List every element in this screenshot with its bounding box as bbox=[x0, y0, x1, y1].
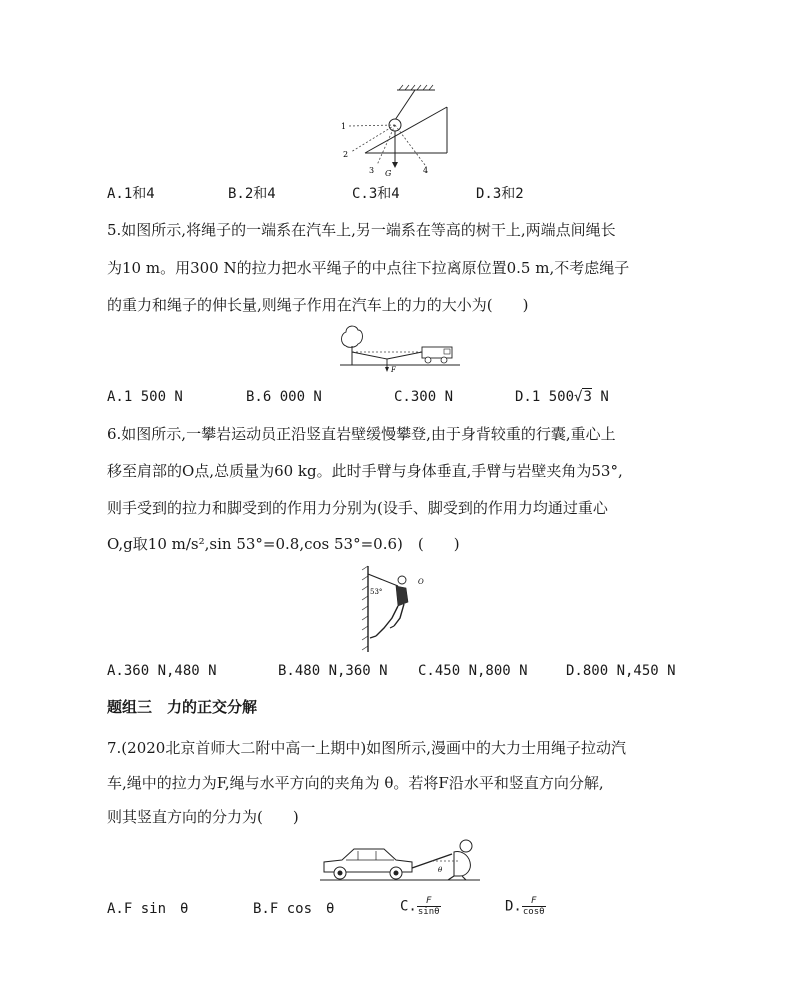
q6-text-line-1: 6.如图所示,一攀岩运动员正沿竖直岩壁缓慢攀登,由于身背较重的行囊,重心上 bbox=[107, 425, 616, 443]
q6-choice-a: A.360 N,480 N bbox=[107, 663, 217, 679]
q4-label-4: 4 bbox=[423, 166, 429, 175]
q5-text-line-3: 的重力和绳子的伸长量,则绳子作用在汽车上的力的大小为( ) bbox=[107, 296, 529, 314]
q7-choice-d bbox=[505, 896, 546, 917]
q5-text-line-1: 5.如图所示,将绳子的一端系在汽车上,另一端系在等高的树干上,两端点间绳长 bbox=[107, 221, 616, 239]
q7-text-line-2: 车,绳中的拉力为F,绳与水平方向的夹角为 θ。若将F沿水平和竖直方向分解, bbox=[107, 774, 604, 792]
q5-choice-d-prefix: D.1 500 bbox=[515, 389, 575, 405]
q4-label-3: 3 bbox=[369, 166, 375, 175]
q4-choice-d: D.3和2 bbox=[476, 186, 524, 202]
q7-choice-a: A.F sin θ bbox=[107, 901, 189, 917]
q6-label-o: O bbox=[418, 578, 424, 586]
q7-choice-c bbox=[400, 896, 441, 917]
q7-text-line-3: 则其竖直方向的分力为( ) bbox=[107, 808, 299, 826]
q7-choice-c-fraction bbox=[417, 896, 441, 917]
q6-choice-c: C.450 N,800 N bbox=[418, 663, 528, 679]
q6-label-angle: 53° bbox=[370, 588, 383, 596]
sqrt-sign: √ bbox=[574, 389, 583, 405]
q5-choice-c: C.300 N bbox=[394, 389, 454, 405]
q5-choice-d-suffix: N bbox=[591, 389, 609, 405]
q7-figure bbox=[320, 836, 480, 886]
q6-choice-d: D.800 N,450 N bbox=[566, 663, 676, 679]
q4-label-1: 1 bbox=[341, 122, 347, 131]
section-title: 题组三 力的正交分解 bbox=[107, 698, 258, 716]
q4-choice-c: C.3和4 bbox=[352, 186, 400, 202]
q6-text-line-3: 则手受到的拉力和脚受到的作用力分别为(设手、脚受到的作用力均通过重心 bbox=[107, 499, 608, 517]
q7-choice-d-prefix: D. bbox=[505, 898, 522, 915]
q5-choice-d-root: 3 bbox=[583, 389, 592, 405]
q7-label-theta: θ bbox=[438, 866, 443, 874]
q6-figure bbox=[362, 566, 432, 652]
q7-text-line-1: 7.(2020北京首师大二附中高一上期中)如图所示,漫画中的大力士用绳子拉动汽 bbox=[107, 739, 626, 757]
q6-text-line-2: 移至肩部的O点,总质量为60 kg。此时手臂与身体垂直,手臂与岩壁夹角为53°, bbox=[107, 462, 623, 480]
q5-choice-a: A.1 500 N bbox=[107, 389, 183, 405]
q5-label-f: F bbox=[391, 366, 396, 374]
q7-choice-b: B.F cos θ bbox=[253, 901, 335, 917]
q4-label-2: 2 bbox=[343, 150, 349, 159]
q5-figure bbox=[340, 322, 460, 374]
q5-text-line-2: 为10 m。用300 N的拉力把水平绳子的中点往下拉离原位置0.5 m,不考虑绳子 bbox=[107, 259, 630, 277]
q4-figure bbox=[335, 85, 465, 180]
q5-choice-b: B.6 000 N bbox=[246, 389, 322, 405]
fraction-denominator: cosθ bbox=[522, 907, 545, 917]
q6-choice-b: B.480 N,360 N bbox=[278, 663, 388, 679]
fraction-numerator: F bbox=[522, 896, 546, 907]
fraction-denominator: sinθ bbox=[417, 907, 440, 917]
q5-choice-d bbox=[515, 388, 609, 406]
q4-choice-a: A.1和4 bbox=[107, 186, 155, 202]
q4-choice-b: B.2和4 bbox=[228, 186, 276, 202]
fraction-numerator: F bbox=[417, 896, 441, 907]
q6-text-line-4: O,g取10 m/s²,sin 53°=0.8,cos 53°=0.6) ( ) bbox=[107, 535, 460, 553]
q7-choice-d-fraction bbox=[522, 896, 546, 917]
q7-choice-c-prefix: C. bbox=[400, 898, 417, 915]
q4-label-g: G bbox=[385, 169, 392, 178]
